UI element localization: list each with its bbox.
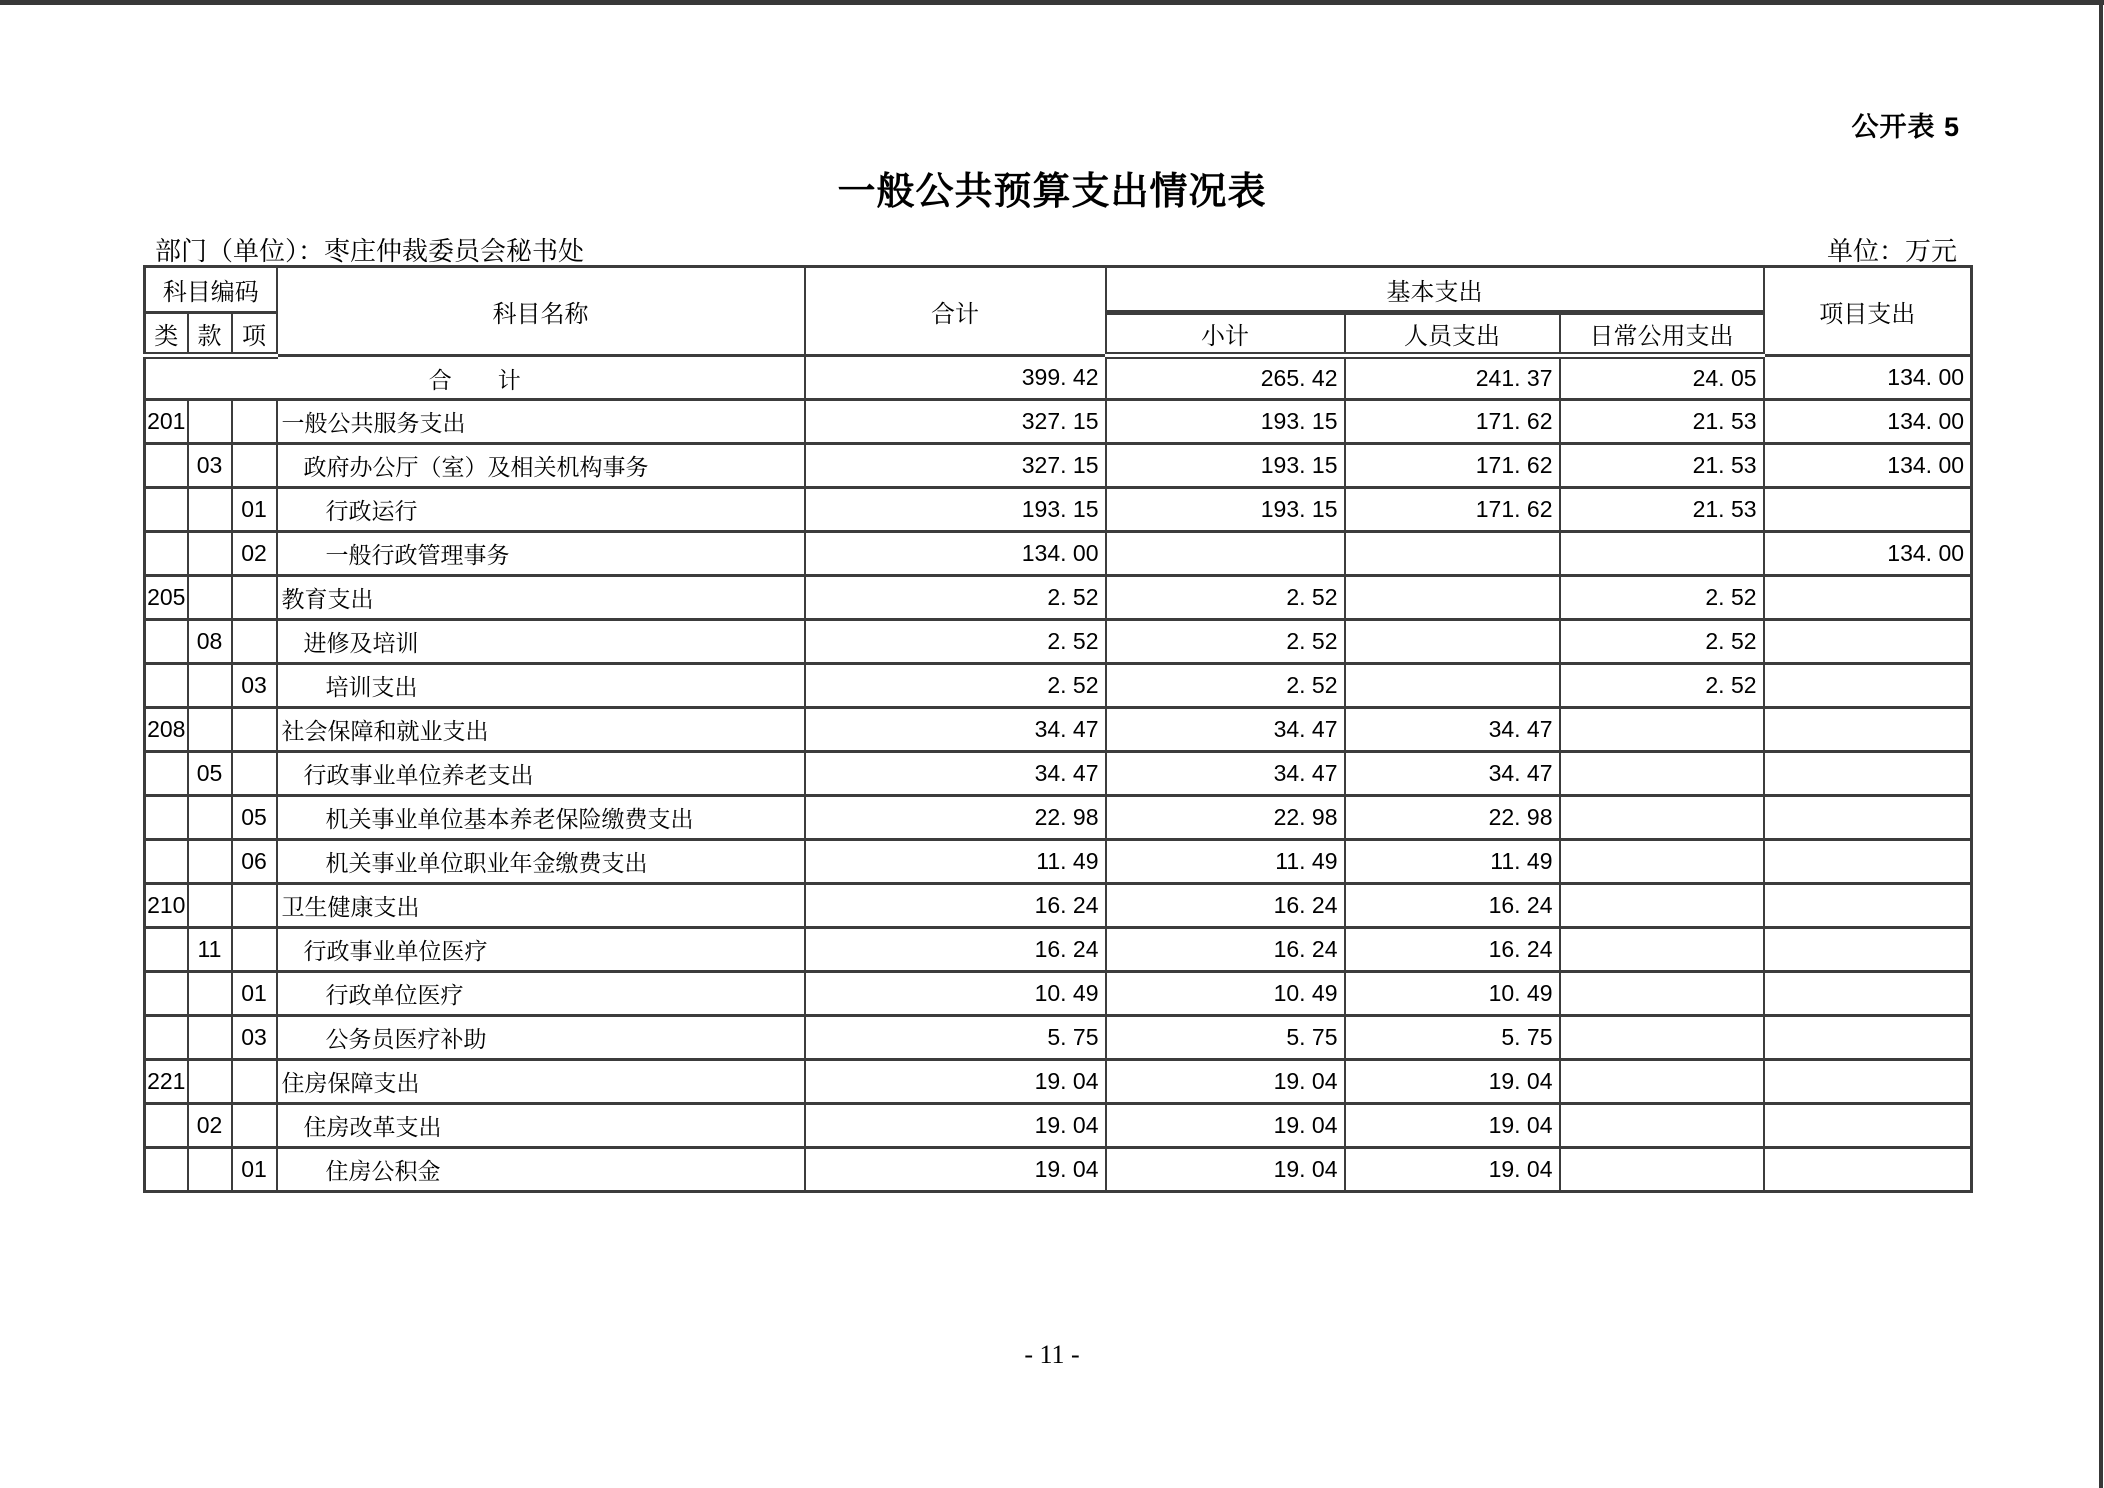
cell-total: 2. 52	[805, 664, 1106, 708]
cell-code-item: 06	[232, 840, 277, 884]
cell-project	[1764, 928, 1972, 972]
cell-code-class: 210	[145, 884, 188, 928]
cell-code-section: 02	[188, 1104, 232, 1148]
cell-code-section: 03	[188, 444, 232, 488]
cell-code-item	[232, 576, 277, 620]
cell-total: 193. 15	[805, 488, 1106, 532]
cell-project	[1764, 1060, 1972, 1104]
cell-subject-name: 机关事业单位职业年金缴费支出	[277, 840, 805, 884]
cell-subtotal: 34. 47	[1106, 752, 1345, 796]
table-row	[145, 928, 1972, 972]
cell-personnel: 171. 62	[1345, 400, 1560, 444]
cell-daily-public	[1560, 884, 1764, 928]
cell-subtotal: 265. 42	[1106, 356, 1345, 400]
cell-personnel: 19. 04	[1345, 1104, 1560, 1148]
cell-code-class	[145, 928, 188, 972]
cell-daily-public	[1560, 532, 1764, 576]
cell-personnel: 19. 04	[1345, 1148, 1560, 1192]
cell-total: 34. 47	[805, 752, 1106, 796]
cell-total: 399. 42	[805, 356, 1106, 400]
cell-code-section	[188, 576, 232, 620]
table-row	[145, 444, 1972, 488]
cell-subject-name: 社会保障和就业支出	[277, 708, 805, 752]
cell-code-class	[145, 664, 188, 708]
cell-personnel: 241. 37	[1345, 356, 1560, 400]
cell-project	[1764, 1148, 1972, 1192]
cell-subtotal: 34. 47	[1106, 708, 1345, 752]
cell-daily-public	[1560, 752, 1764, 796]
department-label: 部门（单位）：枣庄仲裁委员会秘书处	[155, 236, 585, 266]
cell-code-section	[188, 488, 232, 532]
cell-total: 19. 04	[805, 1104, 1106, 1148]
cell-project: 134. 00	[1764, 400, 1972, 444]
cell-personnel: 16. 24	[1345, 884, 1560, 928]
cell-code-item: 01	[232, 488, 277, 532]
cell-subtotal: 19. 04	[1106, 1060, 1345, 1104]
cell-personnel: 34. 47	[1345, 708, 1560, 752]
cell-code-class	[145, 972, 188, 1016]
col-header-subject-name: 科目名称	[277, 267, 805, 356]
cell-total: 134. 00	[805, 532, 1106, 576]
cell-code-class: 205	[145, 576, 188, 620]
cell-subtotal: 16. 24	[1106, 884, 1345, 928]
cell-code-class	[145, 488, 188, 532]
cell-code-item	[232, 400, 277, 444]
cell-project: 134. 00	[1764, 532, 1972, 576]
table-row	[145, 1148, 1972, 1192]
table-row	[145, 532, 1972, 576]
cell-code-item: 02	[232, 532, 277, 576]
cell-daily-public: 2. 52	[1560, 664, 1764, 708]
cell-project	[1764, 752, 1972, 796]
cell-daily-public: 24. 05	[1560, 356, 1764, 400]
cell-subtotal: 22. 98	[1106, 796, 1345, 840]
cell-code-section	[188, 884, 232, 928]
cell-subject-name: 合 计	[145, 356, 805, 400]
cell-code-section	[188, 400, 232, 444]
cell-personnel: 34. 47	[1345, 752, 1560, 796]
cell-subtotal: 11. 49	[1106, 840, 1345, 884]
cell-code-class: 201	[145, 400, 188, 444]
cell-code-section	[188, 1060, 232, 1104]
cell-code-section: 08	[188, 620, 232, 664]
cell-code-item	[232, 1060, 277, 1104]
cell-subject-name: 行政事业单位养老支出	[277, 752, 805, 796]
cell-project	[1764, 576, 1972, 620]
cell-subtotal: 10. 49	[1106, 972, 1345, 1016]
cell-subject-name: 一般行政管理事务	[277, 532, 805, 576]
cell-code-class	[145, 796, 188, 840]
cell-daily-public	[1560, 708, 1764, 752]
cell-total: 19. 04	[805, 1148, 1106, 1192]
cell-daily-public	[1560, 1016, 1764, 1060]
cell-subject-name: 行政单位医疗	[277, 972, 805, 1016]
cell-personnel	[1345, 576, 1560, 620]
cell-personnel: 19. 04	[1345, 1060, 1560, 1104]
cell-code-section	[188, 1148, 232, 1192]
page-top-border	[0, 0, 2104, 5]
cell-subtotal: 16. 24	[1106, 928, 1345, 972]
col-header-code-item: 项	[232, 313, 277, 356]
cell-subject-name: 公务员医疗补助	[277, 1016, 805, 1060]
cell-project	[1764, 664, 1972, 708]
cell-subtotal: 5. 75	[1106, 1016, 1345, 1060]
cell-daily-public: 2. 52	[1560, 576, 1764, 620]
cell-code-section	[188, 532, 232, 576]
unit-label: 单位：万元	[1826, 236, 1957, 266]
cell-code-class	[145, 444, 188, 488]
table-row	[145, 664, 1972, 708]
cell-subject-name: 一般公共服务支出	[277, 400, 805, 444]
cell-code-section: 11	[188, 928, 232, 972]
page-title: 一般公共预算支出情况表	[837, 171, 1267, 213]
table-row	[145, 1104, 1972, 1148]
col-header-daily-public: 日常公用支出	[1560, 313, 1764, 356]
table-row	[145, 708, 1972, 752]
cell-personnel: 171. 62	[1345, 444, 1560, 488]
cell-subtotal: 193. 15	[1106, 488, 1345, 532]
cell-subject-name: 住房改革支出	[277, 1104, 805, 1148]
cell-daily-public	[1560, 1104, 1764, 1148]
col-header-code-section: 款	[188, 313, 232, 356]
page-right-border	[2099, 0, 2103, 1488]
cell-project	[1764, 708, 1972, 752]
cell-project	[1764, 796, 1972, 840]
cell-personnel: 11. 49	[1345, 840, 1560, 884]
cell-total: 11. 49	[805, 840, 1106, 884]
cell-total: 16. 24	[805, 928, 1106, 972]
cell-code-class	[145, 532, 188, 576]
col-header-total: 合计	[805, 267, 1106, 356]
table-body	[145, 356, 1972, 1192]
cell-subject-name: 卫生健康支出	[277, 884, 805, 928]
cell-code-section	[188, 972, 232, 1016]
cell-total: 5. 75	[805, 1016, 1106, 1060]
table-row	[145, 752, 1972, 796]
cell-subtotal: 2. 52	[1106, 620, 1345, 664]
cell-daily-public	[1560, 796, 1764, 840]
table-row	[145, 400, 1972, 444]
table-row	[145, 356, 1972, 400]
cell-code-item	[232, 884, 277, 928]
cell-code-item: 05	[232, 796, 277, 840]
cell-subject-name: 住房保障支出	[277, 1060, 805, 1104]
cell-project: 134. 00	[1764, 356, 1972, 400]
col-header-code-class: 类	[145, 313, 188, 356]
meta-row	[155, 231, 1957, 268]
cell-project	[1764, 840, 1972, 884]
cell-daily-public: 2. 52	[1560, 620, 1764, 664]
cell-daily-public	[1560, 928, 1764, 972]
cell-project	[1764, 620, 1972, 664]
table-row	[145, 796, 1972, 840]
cell-code-item: 03	[232, 664, 277, 708]
table-row	[145, 1060, 1972, 1104]
cell-code-section	[188, 664, 232, 708]
cell-code-item: 03	[232, 1016, 277, 1060]
cell-subtotal	[1106, 532, 1345, 576]
cell-total: 16. 24	[805, 884, 1106, 928]
cell-code-item	[232, 928, 277, 972]
cell-code-section	[188, 840, 232, 884]
cell-subtotal: 19. 04	[1106, 1148, 1345, 1192]
table-row	[145, 488, 1972, 532]
cell-code-class	[145, 840, 188, 884]
cell-subject-name: 机关事业单位基本养老保险缴费支出	[277, 796, 805, 840]
cell-total: 19. 04	[805, 1060, 1106, 1104]
cell-subject-name: 进修及培训	[277, 620, 805, 664]
cell-daily-public	[1560, 840, 1764, 884]
cell-personnel: 16. 24	[1345, 928, 1560, 972]
cell-code-class	[145, 1016, 188, 1060]
table-row	[145, 972, 1972, 1016]
col-header-personnel: 人员支出	[1345, 313, 1560, 356]
cell-daily-public	[1560, 1060, 1764, 1104]
page-number: - 11 -	[1024, 1340, 1080, 1369]
cell-total: 34. 47	[805, 708, 1106, 752]
table-row	[145, 620, 1972, 664]
cell-personnel	[1345, 620, 1560, 664]
cell-subject-name: 教育支出	[277, 576, 805, 620]
cell-total: 2. 52	[805, 576, 1106, 620]
cell-code-section	[188, 1016, 232, 1060]
cell-code-class	[145, 1148, 188, 1192]
cell-daily-public	[1560, 1148, 1764, 1192]
cell-subject-name: 行政运行	[277, 488, 805, 532]
cell-daily-public: 21. 53	[1560, 488, 1764, 532]
cell-code-section	[188, 708, 232, 752]
cell-subtotal: 193. 15	[1106, 400, 1345, 444]
col-header-subject-code: 科目编码	[145, 267, 277, 313]
cell-code-class	[145, 620, 188, 664]
cell-personnel: 5. 75	[1345, 1016, 1560, 1060]
cell-code-section: 05	[188, 752, 232, 796]
cell-code-class: 221	[145, 1060, 188, 1104]
cell-project	[1764, 884, 1972, 928]
cell-code-item	[232, 444, 277, 488]
budget-table	[143, 265, 1973, 1193]
header-row-1	[145, 267, 1972, 313]
cell-personnel	[1345, 664, 1560, 708]
cell-code-item	[232, 620, 277, 664]
col-header-basic-expenditure: 基本支出	[1106, 267, 1764, 313]
cell-personnel: 10. 49	[1345, 972, 1560, 1016]
cell-project	[1764, 1016, 1972, 1060]
table-row	[145, 884, 1972, 928]
cell-subject-name: 培训支出	[277, 664, 805, 708]
table-row	[145, 1016, 1972, 1060]
cell-subtotal: 193. 15	[1106, 444, 1345, 488]
cell-code-class	[145, 752, 188, 796]
table-row	[145, 840, 1972, 884]
cell-subtotal: 2. 52	[1106, 664, 1345, 708]
cell-subject-name: 住房公积金	[277, 1148, 805, 1192]
cell-code-item	[232, 1104, 277, 1148]
cell-daily-public: 21. 53	[1560, 400, 1764, 444]
cell-total: 327. 15	[805, 444, 1106, 488]
cell-code-item: 01	[232, 1148, 277, 1192]
cell-code-class: 208	[145, 708, 188, 752]
cell-daily-public	[1560, 972, 1764, 1016]
cell-subject-name: 政府办公厅（室）及相关机构事务	[277, 444, 805, 488]
col-header-subtotal: 小计	[1106, 313, 1345, 356]
cell-personnel	[1345, 532, 1560, 576]
col-header-project: 项目支出	[1764, 267, 1972, 356]
cell-code-class	[145, 1104, 188, 1148]
cell-subtotal: 2. 52	[1106, 576, 1345, 620]
cell-project: 134. 00	[1764, 444, 1972, 488]
cell-total: 22. 98	[805, 796, 1106, 840]
cell-code-item	[232, 752, 277, 796]
cell-daily-public: 21. 53	[1560, 444, 1764, 488]
cell-project	[1764, 488, 1972, 532]
cell-code-item: 01	[232, 972, 277, 1016]
cell-personnel: 171. 62	[1345, 488, 1560, 532]
cell-project	[1764, 1104, 1972, 1148]
cell-personnel: 22. 98	[1345, 796, 1560, 840]
cell-total: 2. 52	[805, 620, 1106, 664]
sheet-label: 公开表 5	[1851, 112, 1960, 142]
cell-project	[1764, 972, 1972, 1016]
cell-code-item	[232, 708, 277, 752]
cell-total: 10. 49	[805, 972, 1106, 1016]
table-row	[145, 576, 1972, 620]
cell-subject-name: 行政事业单位医疗	[277, 928, 805, 972]
cell-subtotal: 19. 04	[1106, 1104, 1345, 1148]
cell-total: 327. 15	[805, 400, 1106, 444]
cell-code-section	[188, 796, 232, 840]
